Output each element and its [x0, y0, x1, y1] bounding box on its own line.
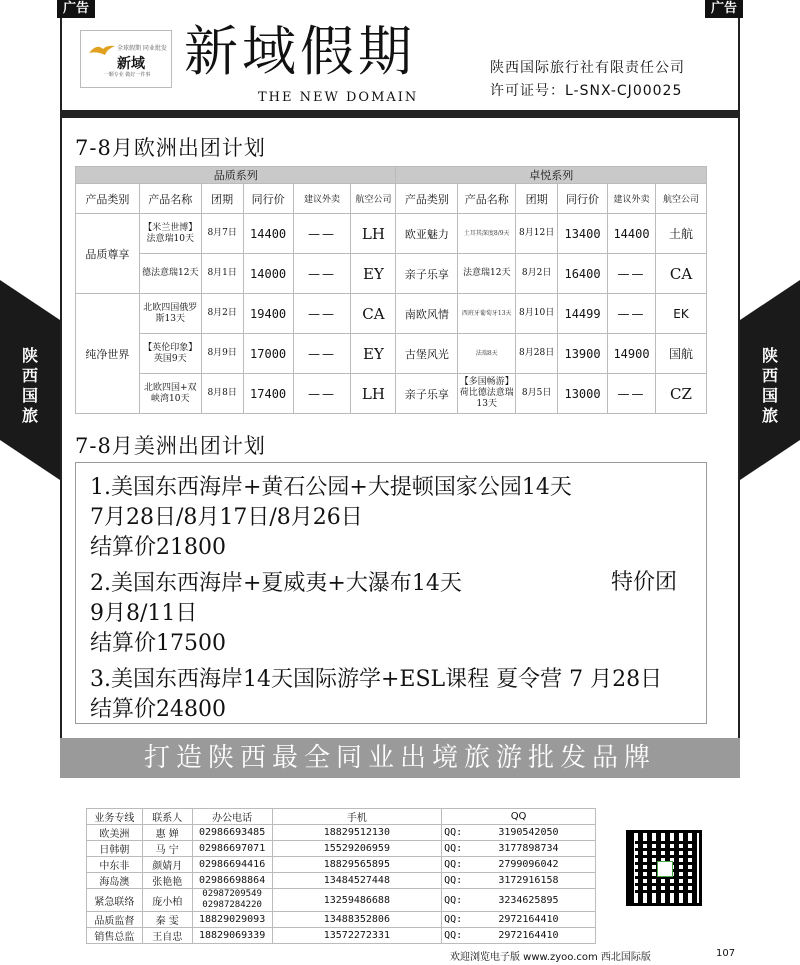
logo-foot: 一颗专业 做好一件事	[103, 72, 151, 78]
contact-qq: QQ: 3177898734	[442, 841, 596, 857]
contact-mobile: 15529206959	[272, 841, 442, 857]
logo-name: 新域	[117, 56, 145, 72]
contact-office: 02986698864	[192, 873, 272, 889]
trade-price: 14400	[243, 214, 293, 254]
contact-person: 秦 雯	[142, 912, 192, 928]
america-title: 7-8月美洲出团计划	[75, 434, 266, 458]
contact-mobile: 13484527448	[272, 873, 442, 889]
route-1-title: 1.美国东西海岸+黄石公园+大提顿国家公园14天	[90, 475, 572, 500]
side-tab-label-left: 陕 西 国 旅	[21, 346, 38, 425]
brand-title: 新域假期	[184, 20, 416, 83]
col-retail: 建议外卖	[293, 184, 351, 214]
airline: EK	[656, 294, 707, 334]
product-name: 北欧四国俄罗斯13天	[139, 294, 201, 334]
tour-date: 8月2日	[516, 254, 558, 294]
retail-price: ——	[608, 374, 656, 414]
table-row	[87, 857, 596, 873]
contact-line: 欧美洲	[87, 825, 143, 841]
table-row	[76, 254, 707, 294]
airline: LH	[351, 214, 396, 254]
airline: CA	[656, 254, 707, 294]
col-person: 联系人	[142, 809, 192, 825]
contact-qq: QQ: 3172916158	[442, 873, 596, 889]
contact-office: 02986693485	[192, 825, 272, 841]
col-retail: 建议外卖	[608, 184, 656, 214]
logo-slogan: 全球假期 同业批发	[117, 45, 167, 52]
contact-mobile: 13259486688	[272, 889, 442, 912]
route-3-price: 结算价24800	[90, 697, 226, 722]
contacts-table	[86, 808, 596, 944]
logo-bird-icon	[87, 43, 117, 57]
logo	[80, 30, 172, 88]
route-3-title: 3.美国东西海岸14天国际游学+ESL课程 夏令营 7 月28日	[90, 667, 663, 692]
retail-price: 14400	[608, 214, 656, 254]
retail-price: ——	[608, 294, 656, 334]
contact-person: 颜婧月	[142, 857, 192, 873]
airline: CZ	[656, 374, 707, 414]
col-category: 产品类别	[396, 184, 458, 214]
tour-date: 8月9日	[201, 334, 243, 374]
retail-price: ——	[293, 334, 351, 374]
group-quality: 品质系列	[76, 167, 396, 184]
tour-date: 8月10日	[516, 294, 558, 334]
airline: CA	[351, 294, 396, 334]
america-box	[75, 462, 707, 724]
col-price: 同行价	[558, 184, 608, 214]
contact-qq: QQ: 2972164410	[442, 912, 596, 928]
page-number: 107	[716, 948, 736, 959]
side-tab-right	[740, 280, 800, 480]
airline: EY	[351, 334, 396, 374]
category-cell: 南欧风情	[396, 294, 458, 334]
col-office: 办公电话	[192, 809, 272, 825]
contact-mobile: 18829512130	[272, 825, 442, 841]
trade-price: 13900	[558, 334, 608, 374]
retail-price: ——	[608, 254, 656, 294]
contact-office: 18829069339	[192, 928, 272, 944]
col-date: 团期	[201, 184, 243, 214]
contact-office: 02986694416	[192, 857, 272, 873]
contact-line: 紧急联络	[87, 889, 143, 912]
table-row	[76, 294, 707, 334]
ad-label-right: 广告	[705, 0, 743, 18]
contact-person: 庞小柏	[142, 889, 192, 912]
trade-price: 14499	[558, 294, 608, 334]
route-2-dates: 9月8/11日	[90, 601, 198, 626]
qr-code-icon[interactable]	[626, 830, 702, 906]
slogan-banner: 打造陕西最全同业出境旅游批发品牌	[60, 738, 740, 778]
table-row	[87, 873, 596, 889]
side-tab-left	[0, 280, 60, 480]
contact-person: 张艳艳	[142, 873, 192, 889]
col-price: 同行价	[243, 184, 293, 214]
group-premium: 卓悦系列	[396, 167, 707, 184]
europe-table	[75, 166, 707, 414]
retail-price: ——	[293, 374, 351, 414]
contact-line: 海岛澳	[87, 873, 143, 889]
category-cell: 品质尊享	[76, 214, 140, 294]
product-name: 【多国畅游】荷比德法意瑞13天	[458, 374, 516, 414]
contact-office: 02986697071	[192, 841, 272, 857]
category-cell: 亲子乐享	[396, 254, 458, 294]
retail-price: ——	[293, 254, 351, 294]
contact-mobile: 18829565895	[272, 857, 442, 873]
product-name: 土耳其深度8/9天	[458, 214, 516, 254]
contact-office: 18829029093	[192, 912, 272, 928]
tour-date: 8月8日	[201, 374, 243, 414]
contact-qq: QQ: 2972164410	[442, 928, 596, 944]
category-cell: 纯净世界	[76, 294, 140, 414]
retail-price: ——	[293, 294, 351, 334]
col-category: 产品类别	[76, 184, 140, 214]
contact-person: 惠 婵	[142, 825, 192, 841]
col-airline: 航空公司	[351, 184, 396, 214]
product-name: 法意瑞12天	[458, 254, 516, 294]
airline: LH	[351, 374, 396, 414]
category-cell: 欧亚魅力	[396, 214, 458, 254]
tour-date: 8月7日	[201, 214, 243, 254]
contact-person: 马 宁	[142, 841, 192, 857]
category-cell: 古堡风光	[396, 334, 458, 374]
license-number: 许可证号：L-SNX-CJ00025	[490, 83, 683, 99]
product-name: 【英伦印象】英国9天	[139, 334, 201, 374]
col-mobile: 手机	[272, 809, 442, 825]
col-name: 产品名称	[139, 184, 201, 214]
contact-qq: QQ: 3234625895	[442, 889, 596, 912]
header-divider	[60, 110, 740, 118]
product-name: 北欧四国+双峡湾10天	[139, 374, 201, 414]
trade-price: 16400	[558, 254, 608, 294]
footer-text: 欢迎浏览电子版 www.zyoo.com 西北国际版	[450, 952, 651, 963]
col-date: 团期	[516, 184, 558, 214]
trade-price: 17400	[243, 374, 293, 414]
table-row	[87, 825, 596, 841]
company-name: 陕西国际旅行社有限责任公司	[490, 60, 685, 76]
contact-office: 02987209549 02987284220	[192, 889, 272, 912]
trade-price: 17000	[243, 334, 293, 374]
trade-price: 13000	[558, 374, 608, 414]
tour-date: 8月12日	[516, 214, 558, 254]
airline: EY	[351, 254, 396, 294]
special-offer-label: 特价团	[611, 570, 678, 595]
trade-price: 14000	[243, 254, 293, 294]
tour-date: 8月28日	[516, 334, 558, 374]
table-row	[76, 374, 707, 414]
brand-subtitle: THE NEW DOMAIN	[258, 90, 419, 105]
contact-person: 王自忠	[142, 928, 192, 944]
table-row	[87, 928, 596, 944]
product-name: 西班牙葡萄牙13天	[458, 294, 516, 334]
tour-date: 8月2日	[201, 294, 243, 334]
contact-mobile: 13572272331	[272, 928, 442, 944]
contact-qq: QQ: 3190542050	[442, 825, 596, 841]
tour-date: 8月1日	[201, 254, 243, 294]
retail-price: ——	[293, 214, 351, 254]
europe-title: 7-8月欧洲出团计划	[75, 136, 266, 160]
product-name: 德法意瑞12天	[139, 254, 201, 294]
col-airline: 航空公司	[656, 184, 707, 214]
side-tab-label-right: 陕 西 国 旅	[761, 346, 778, 425]
route-1-price: 结算价21800	[90, 535, 226, 560]
retail-price: 14900	[608, 334, 656, 374]
product-name: 法瑞8天	[458, 334, 516, 374]
contact-line: 日韩朝	[87, 841, 143, 857]
col-name: 产品名称	[458, 184, 516, 214]
route-1-dates: 7月28日/8月17日/8月26日	[90, 505, 363, 530]
tour-date: 8月5日	[516, 374, 558, 414]
trade-price: 19400	[243, 294, 293, 334]
col-line: 业务专线	[87, 809, 143, 825]
contact-line: 中东非	[87, 857, 143, 873]
product-name: 【米兰世博】法意瑞10天	[139, 214, 201, 254]
contact-mobile: 13488352806	[272, 912, 442, 928]
table-row	[76, 334, 707, 374]
route-2-title: 2.美国东西海岸+夏威夷+大瀑布14天	[90, 571, 462, 596]
route-2-price: 结算价17500	[90, 631, 226, 656]
airline: 国航	[656, 334, 707, 374]
table-row	[87, 841, 596, 857]
contact-line: 品质监督	[87, 912, 143, 928]
contact-qq: QQ: 2799096042	[442, 857, 596, 873]
airline: 土航	[656, 214, 707, 254]
contact-line: 销售总监	[87, 928, 143, 944]
category-cell: 亲子乐享	[396, 374, 458, 414]
table-row	[87, 889, 596, 912]
table-row	[76, 214, 707, 254]
table-row	[87, 912, 596, 928]
trade-price: 13400	[558, 214, 608, 254]
ad-label-left: 广告	[57, 0, 95, 18]
col-qq: QQ	[442, 809, 596, 825]
